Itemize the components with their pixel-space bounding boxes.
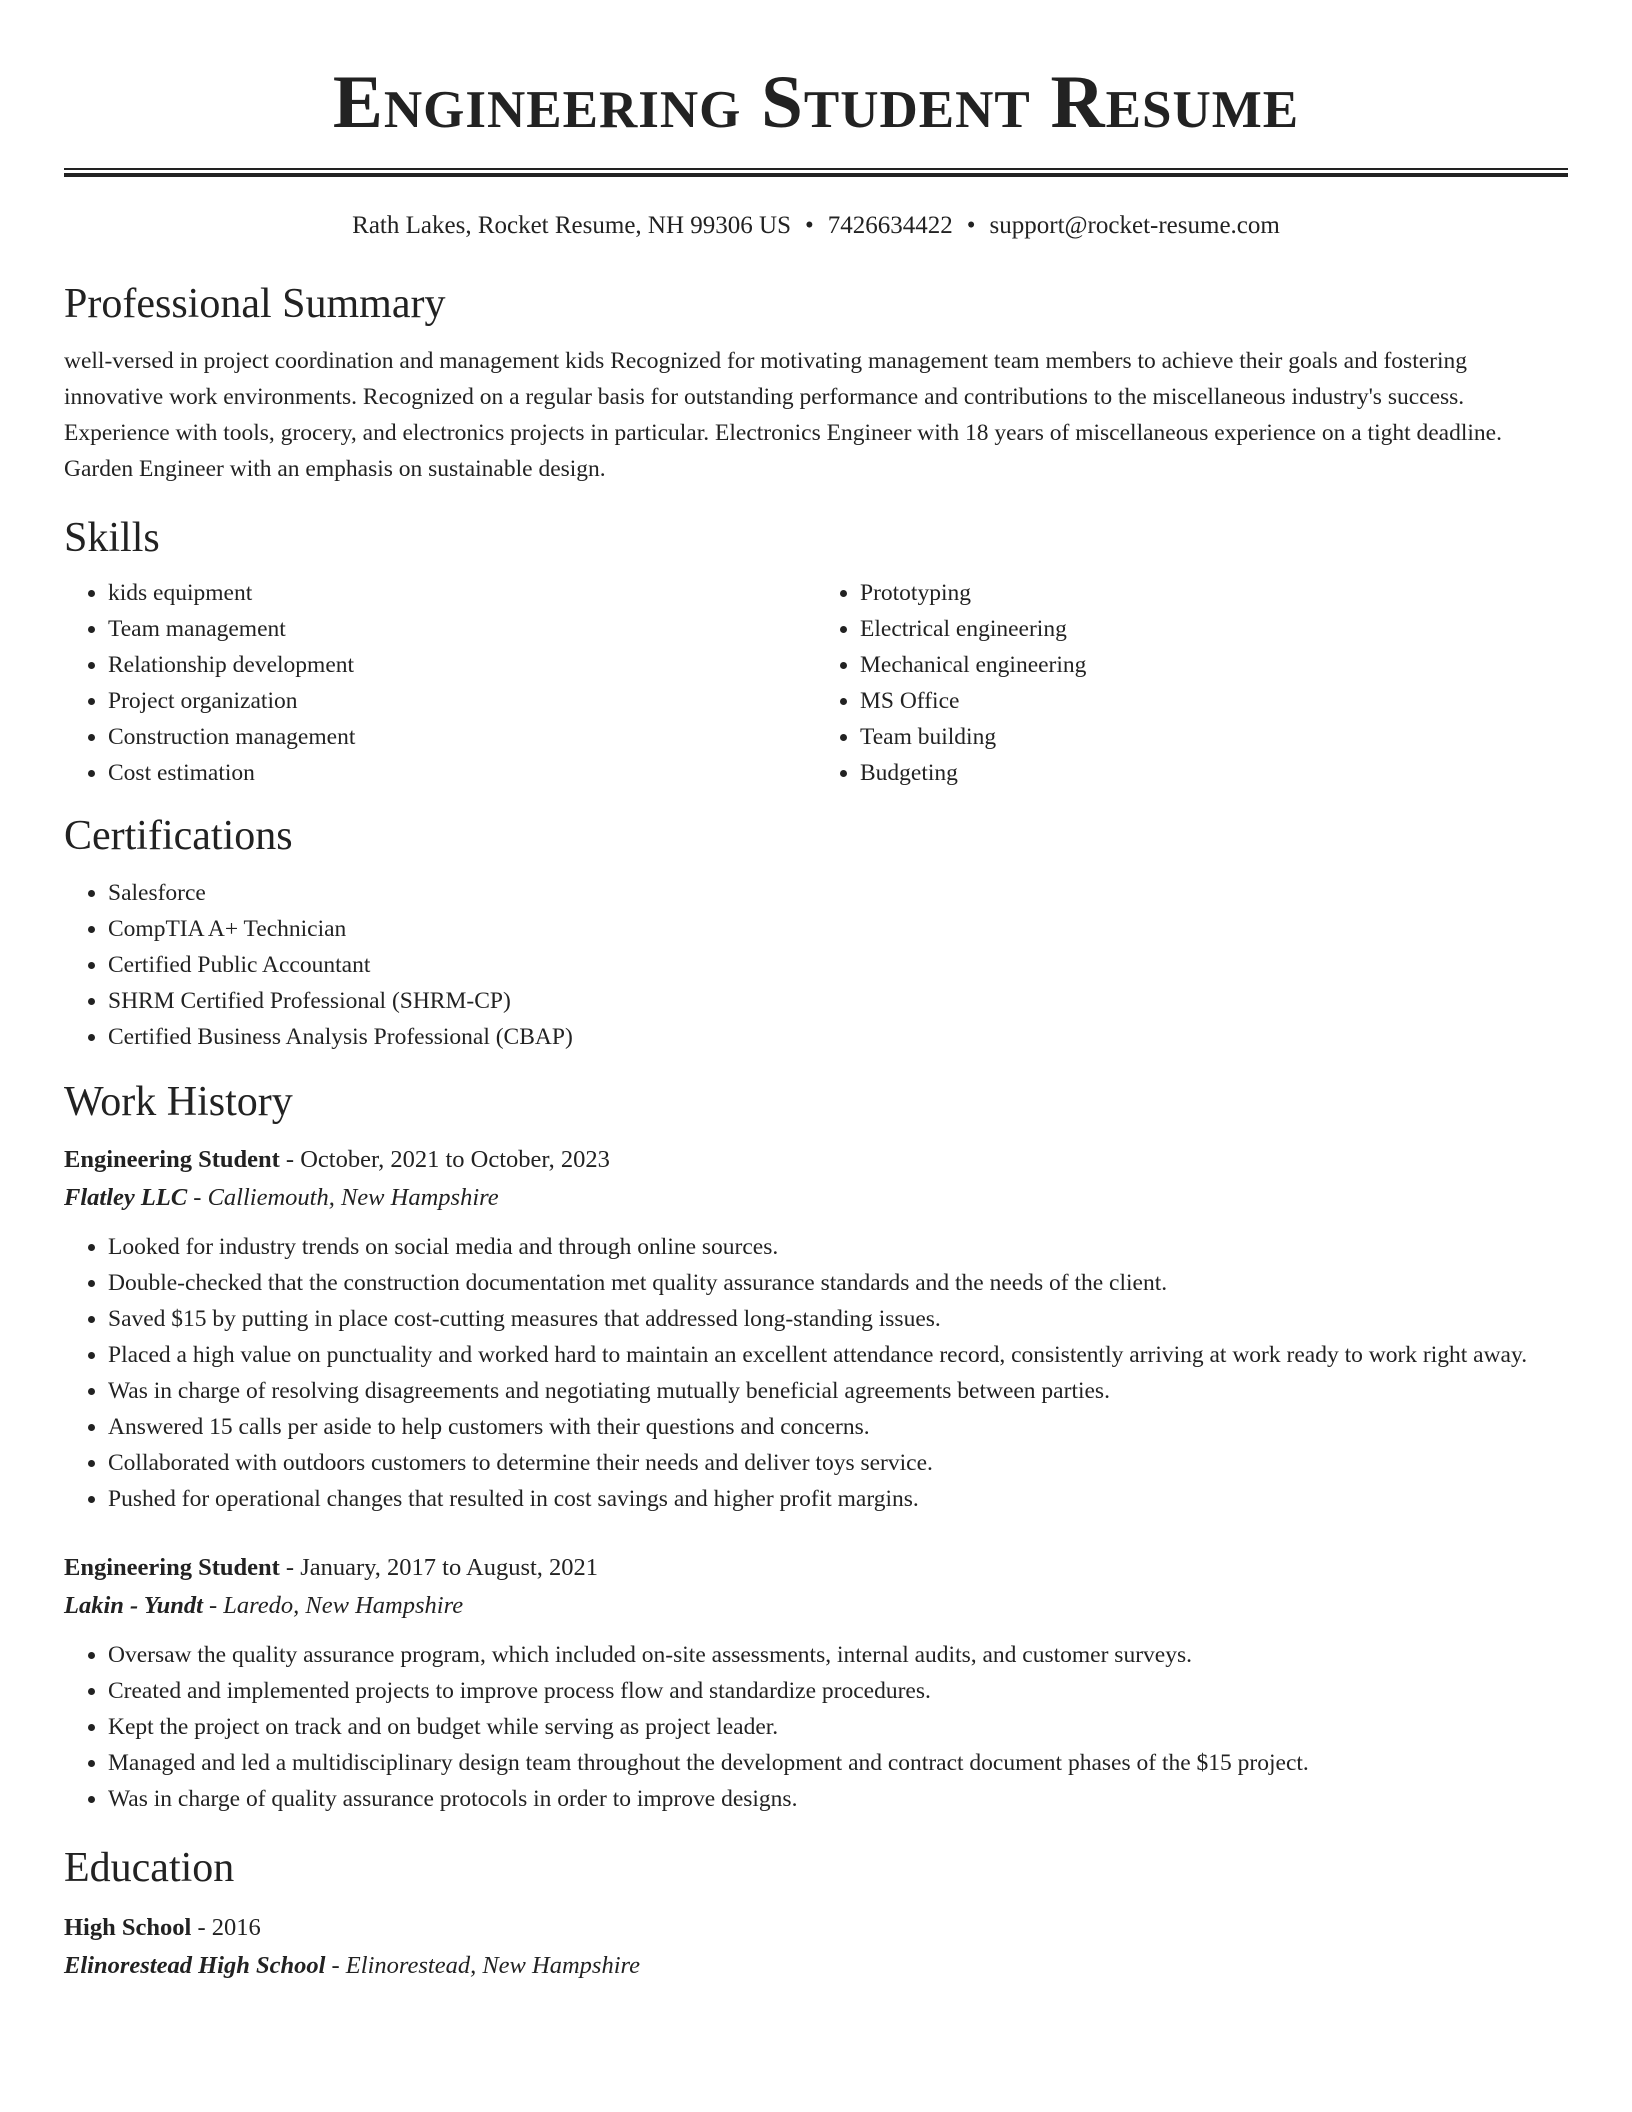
- skill-item: • Budgeting: [860, 755, 1568, 791]
- skills-heading: Skills: [64, 515, 160, 561]
- job-dates: - October, 2021 to October, 2023: [279, 1146, 610, 1173]
- contact-line: [64, 211, 1568, 241]
- job-title: Engineering Student: [64, 1554, 280, 1581]
- certifications-heading: Certifications: [64, 813, 293, 859]
- summary-text: well-versed in project coordination and management kids Recognized for motivating management team members to achieve their goals and fostering innovative work environments. Recognized on a regular basis for outstanding performance and contributions to the miscellaneous industry's success. Experience with tools, grocery, and electronics projects in particular. Electronics Engineer with 18 years of miscellaneous experience on a tight deadline. Garden Engineer with an emphasis on sustainable design.: [64, 348, 1502, 482]
- skill-item: • Team management: [108, 611, 816, 647]
- skill-item: • Team building: [860, 719, 1568, 755]
- certification-item: • SHRM Certified Professional (SHRM-CP): [108, 983, 1568, 1019]
- skill-item: • kids equipment: [108, 575, 816, 611]
- education-school: Elinorestead High School: [64, 1952, 326, 1979]
- job-entry: [64, 1141, 1568, 1517]
- job-entry: [64, 1549, 1568, 1817]
- job-bullet: • Pushed for operational changes that resulted in cost savings and higher profit margins.: [108, 1481, 1568, 1517]
- certification-item: • Certified Public Accountant: [108, 947, 1568, 983]
- job-bullets: [64, 1229, 1568, 1517]
- job-title-line: [64, 1549, 1568, 1587]
- work-history-heading: Work History: [64, 1079, 293, 1125]
- job-dates: - January, 2017 to August, 2021: [279, 1554, 599, 1581]
- education-degree: High School: [64, 1914, 192, 1941]
- education-degree-line: [64, 1909, 1568, 1947]
- skills-list-left: [64, 575, 816, 791]
- contact-address: Rath Lakes, Rocket Resume, NH 99306 US: [352, 212, 791, 239]
- skill-item: • Prototyping: [860, 575, 1568, 611]
- certification-item: • Certified Business Analysis Professional (CBAP): [108, 1019, 1568, 1055]
- title-divider: [64, 168, 1568, 177]
- job-bullet: • Answered 15 calls per aside to help customers with their questions and concerns.: [108, 1409, 1568, 1445]
- certification-item: • CompTIA A+ Technician: [108, 911, 1568, 947]
- skill-item: • Relationship development: [108, 647, 816, 683]
- resume-page: [64, 0, 1568, 1985]
- job-title: Engineering Student: [64, 1146, 280, 1173]
- job-bullet: • Managed and led a multidisciplinary design team throughout the development and contract document phases of the $15 project.: [108, 1745, 1568, 1781]
- job-bullet: • Collaborated with outdoors customers to determine their needs and deliver toys service.: [108, 1445, 1568, 1481]
- contact-phone: 7426634422: [827, 212, 953, 239]
- skill-item: • Mechanical engineering: [860, 647, 1568, 683]
- job-company: Flatley LLC: [64, 1184, 188, 1211]
- job-bullet: • Oversaw the quality assurance program, which included on-site assessments, internal audits, and customer surveys.: [108, 1637, 1568, 1673]
- education-heading: Education: [64, 1845, 235, 1891]
- contact-separator: •: [966, 212, 976, 239]
- job-bullet: • Saved $15 by putting in place cost-cutting measures that addressed long-standing issues.: [108, 1301, 1568, 1337]
- skill-item: • Project organization: [108, 683, 816, 719]
- job-bullet: • Double-checked that the construction documentation met quality assurance standards and the needs of the client.: [108, 1265, 1568, 1301]
- education-location: - Elinorestead, New Hampshire: [325, 1952, 641, 1979]
- job-company: Lakin - Yundt: [64, 1592, 203, 1619]
- job-bullet: • Kept the project on track and on budget while serving as project leader.: [108, 1709, 1568, 1745]
- job-location: - Calliemouth, New Hampshire: [187, 1184, 499, 1211]
- job-bullet: • Was in charge of resolving disagreements and negotiating mutually beneficial agreements between parties.: [108, 1373, 1568, 1409]
- job-title-line: [64, 1141, 1568, 1179]
- certification-item: • Salesforce: [108, 875, 1568, 911]
- summary-heading: Professional Summary: [64, 281, 446, 327]
- skill-item: • MS Office: [860, 683, 1568, 719]
- job-bullet: • Was in charge of quality assurance protocols in order to improve designs.: [108, 1781, 1568, 1817]
- job-bullet: • Looked for industry trends on social media and through online sources.: [108, 1229, 1568, 1265]
- skill-item: • Construction management: [108, 719, 816, 755]
- job-location: - Laredo, New Hampshire: [202, 1592, 464, 1619]
- job-company-line: [64, 1179, 1568, 1217]
- skill-item: • Cost estimation: [108, 755, 816, 791]
- contact-email: support@rocket-resume.com: [989, 212, 1280, 239]
- job-company-line: [64, 1587, 1568, 1625]
- job-bullet: • Created and implemented projects to improve process flow and standardize procedures.: [108, 1673, 1568, 1709]
- education-year: - 2016: [191, 1914, 261, 1941]
- job-bullets: [64, 1637, 1568, 1817]
- education-school-line: [64, 1947, 1568, 1985]
- contact-separator: •: [805, 212, 814, 239]
- skills-columns: [64, 575, 1568, 791]
- job-bullet: • Placed a high value on punctuality and worked hard to maintain an excellent attendance record, consistently arriving at work ready to work right away.: [108, 1337, 1568, 1373]
- certifications-list: [64, 875, 1568, 1055]
- skill-item: • Electrical engineering: [860, 611, 1568, 647]
- skills-list-right: [816, 575, 1568, 791]
- resume-title: Engineering Student Resume: [332, 61, 1300, 144]
